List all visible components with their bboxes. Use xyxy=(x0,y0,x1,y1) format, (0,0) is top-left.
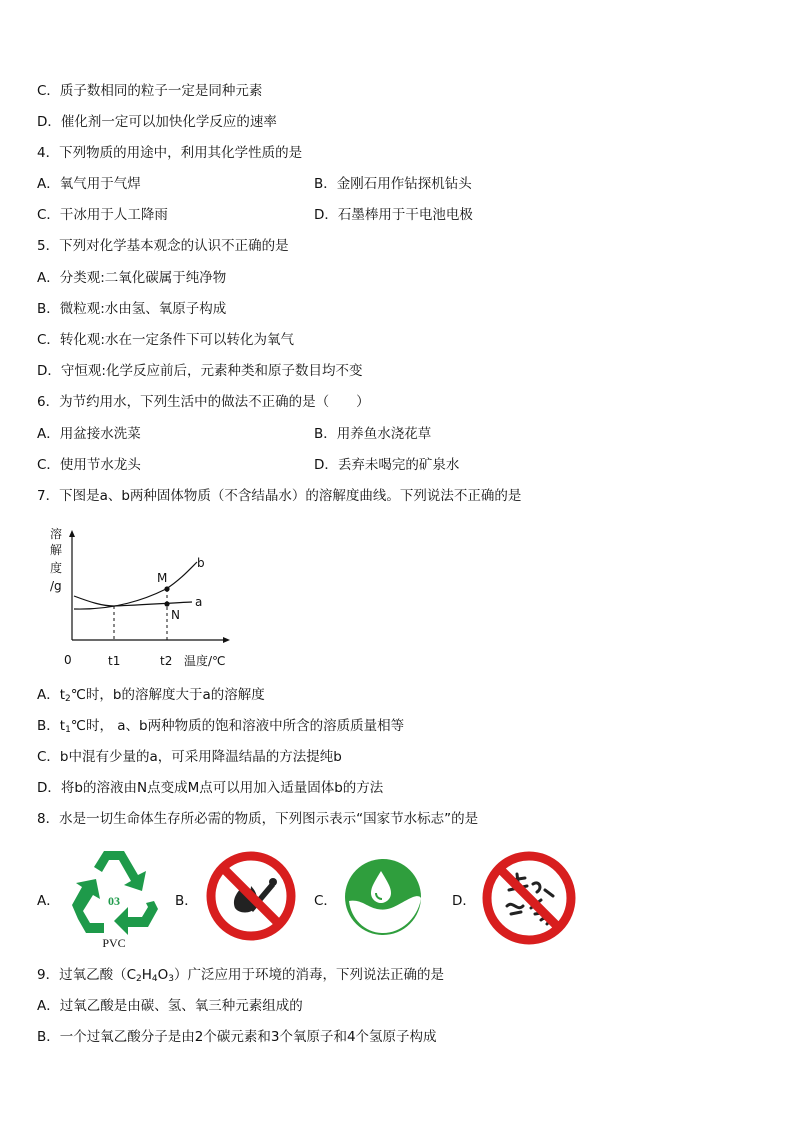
q6-stem: 6．为节约用水，下列生活中的做法不正确的是（ ） xyxy=(37,394,370,410)
q7-option-d: D．将b的溶液由N点变成M点可以用加入适量固体b的方法 xyxy=(37,780,384,796)
q6-option-d: D．丢弃未喝完的矿泉水 xyxy=(314,457,460,473)
q8-stem: 8．水是一切生命体生存所必需的物质，下列图示表示“国家节水标志”的是 xyxy=(37,811,479,827)
recycle-label: PVC xyxy=(102,936,126,950)
q5-option-a: A．分类观:二氧化碳属于纯净物 xyxy=(37,270,227,286)
recycle-code: 03 xyxy=(108,894,120,908)
q4-option-c: C．干冰用于人工降雨 xyxy=(37,207,168,223)
q4-option-b: B．金刚石用作钻探机钻头 xyxy=(314,176,472,192)
y-axis-arrow xyxy=(69,530,75,537)
q3-option-c: C．质子数相同的粒子一定是同种元素 xyxy=(37,83,263,99)
q9-option-b: B．一个过氧乙酸分子是由2个碳元素和3个氧原子和4个氢原子构成 xyxy=(37,1029,437,1045)
point-m xyxy=(164,586,169,591)
q4-option-a: A．氧气用于气焊 xyxy=(37,176,141,192)
q6-option-a: A．用盆接水洗菜 xyxy=(37,426,141,442)
no-littering-icon xyxy=(481,850,577,946)
q5-option-d: D．守恒观:化学反应前后，元素种类和原子数目均不变 xyxy=(37,363,363,379)
q7-option-b: B．$t_1℃$时， a、b两种物质的饱和溶液中所含的溶质质量相等 xyxy=(37,718,405,735)
q6-option-b: B．用养鱼水浇花草 xyxy=(314,426,432,442)
x-label: 温度/℃ xyxy=(184,654,226,668)
q5-stem: 5．下列对化学基本观念的认识不正确的是 xyxy=(37,238,289,254)
q8-option-a-letter: A． xyxy=(37,893,60,909)
series-b-label: b xyxy=(197,556,205,570)
point-n-label: N xyxy=(171,608,180,622)
water-saving-icon xyxy=(343,857,423,937)
y-label-3: 度 xyxy=(50,561,63,575)
q4-stem: 4．下列物质的用途中，利用其化学性质的是 xyxy=(37,145,303,161)
q7-stem: 7．下图是a、b两种固体物质（不含结晶水）的溶解度曲线。下列说法不正确的是 xyxy=(37,488,522,504)
x-axis-arrow xyxy=(223,637,230,643)
y-label-2: 解 xyxy=(50,543,63,557)
no-fire-icon xyxy=(205,850,297,942)
tick-t1: t1 xyxy=(108,654,121,668)
q6-option-c: C．使用节水龙头 xyxy=(37,457,141,473)
q5-option-c: C．转化观:水在一定条件下可以转化为氧气 xyxy=(37,332,294,348)
recycle-pvc-icon xyxy=(68,847,160,951)
q8-option-c-letter: C． xyxy=(314,893,337,909)
origin-label: 0 xyxy=(64,653,72,667)
y-label-1: 溶 xyxy=(50,527,63,541)
q4-option-d: D．石墨棒用于干电池电极 xyxy=(314,207,473,223)
point-m-label: M xyxy=(157,571,168,585)
solubility-chart xyxy=(40,522,240,672)
q7-option-a: A．$t_2℃$时，b的溶解度大于a的溶解度 xyxy=(37,687,265,704)
tick-t2: t2 xyxy=(160,654,173,668)
y-label-4: /g xyxy=(50,579,62,593)
q9-option-a: A．过氧乙酸是由碳、氢、氧三种元素组成的 xyxy=(37,998,303,1014)
q8-option-d-letter: D． xyxy=(452,893,476,909)
curve-a xyxy=(74,596,192,606)
point-n xyxy=(164,601,169,606)
q8-option-b-letter: B． xyxy=(175,893,198,909)
q3-option-d: D．催化剂一定可以加快化学反应的速率 xyxy=(37,114,277,130)
q9-stem: 9．过氧乙酸$(C_2H_4O_3)$广泛应用于环境的消毒，下列说法正确的是 xyxy=(37,967,445,984)
q7-option-c: C．b中混有少量的a，可采用降温结晶的方法提纯b xyxy=(37,749,342,765)
q5-option-b: B．微粒观:水由氢、氧原子构成 xyxy=(37,301,227,317)
series-a-label: a xyxy=(195,595,203,609)
